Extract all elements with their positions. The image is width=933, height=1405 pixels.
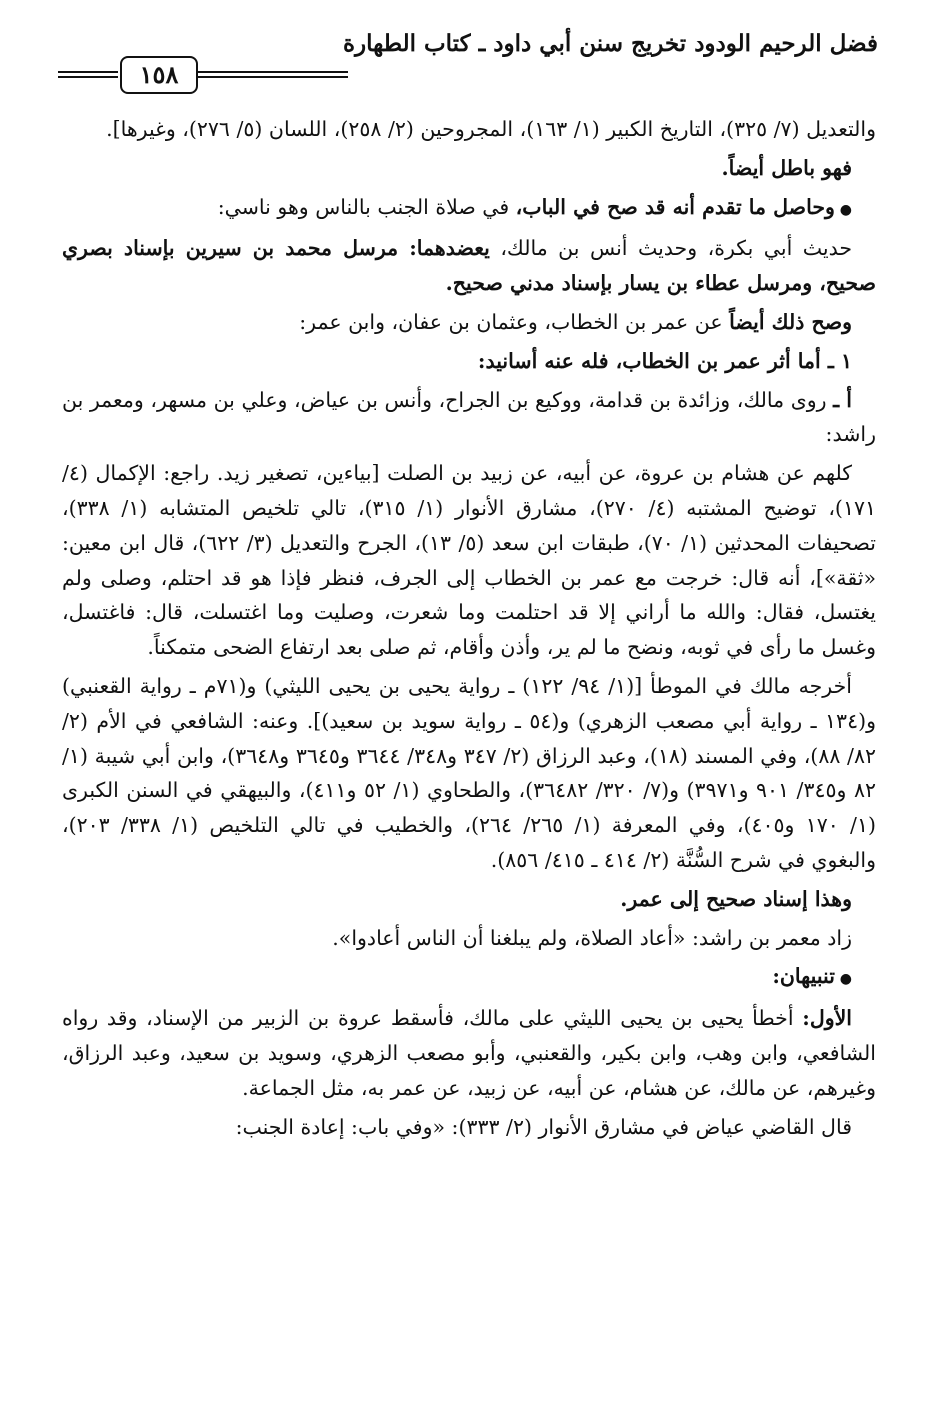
- bold-phrase: ● وحاصل ما تقدم أنه قد صح في الباب،: [516, 195, 852, 219]
- text-line: والتعديل (٧/ ٣٢٥)، التاريخ الكبير (١/ ١٦٣)، المجروحين (٢/ ٢٥٨)، اللسان (٥/ ٢٧٦)، وغيرها].: [106, 117, 876, 141]
- text-line: حديث أبي بكرة، وحديث أنس بن مالك،: [489, 236, 853, 261]
- text-line: فهو باطل أيضاً.: [721, 155, 852, 180]
- text-line: قال القاضي عياض في مشارق الأنوار (٢/ ٣٣٣): «وفي باب: إعادة الجنب:: [235, 1114, 852, 1139]
- text-line: أخطأ يحيى بن يحيى الليثي على مالك، فأسقط عروة بن الزبير من الإسناد، وقد رواه الشافعي، وابن وهب، وابن بكير، والقعنبي، وأبو مصعب الزهري، وسويد بن سعيد، وعبد الرزاق، وغيرهم، عن مالك، عن هشام، عن أبيه، عن زبيد، عن عمر به، مثل الجماعة.: [62, 1006, 876, 1100]
- page-number: ١٥٨: [139, 60, 179, 89]
- header-rule: [58, 71, 118, 73]
- text-line: كلهم عن هشام بن عروة، عن أبيه، عن زبيد بن الصلت [بياءين، تصغير زيد. راجع: الإكمال (٤/ ١٧١)، توضيح المشتبه (٤/ ٢٧٠)، مشارق الأنوار (١/ ٣١٥)، تالي تلخيص المتشابه (١/ ٣٣٨)، تصحيفات المحدثين (١/ ٧٠)، طبقات ابن سعد (٥/ ١٣)، الجرح والتعديل (٣/ ٦٢٢)، قال ابن معين: «ثقة»]، أنه قال: خرجت مع عمر بن الخطاب إلى الجرف، فنظر فإذا هو قد احتلم، وصلى ولم يغتسل، فقال: والله ما أراني إلا قد احتلمت وما شعرت، وصليت وما اغتسلت، قال: فاغتسل، وغسل ما رأى في ثوبه، ونضح ما لم ير، وأذن وأقام، ثم صلى بعد ارتفاع الضحى متمكناً.: [62, 461, 876, 660]
- text-line: في صلاة الجنب بالناس وهو ناسي:: [217, 194, 516, 219]
- page-header: [58, 28, 878, 89]
- bold-phrase: أ ـ: [833, 387, 852, 412]
- bold-phrase: وصح ذلك أيضاً: [729, 309, 852, 334]
- paragraph-takhrij: [62, 669, 876, 878]
- text-line: وهذا إسناد صحيح إلى عمر.: [620, 886, 852, 911]
- text-line: ١ ـ أما أثر عمر بن الخطاب، فله عنه أسانيد:: [477, 348, 852, 373]
- paragraph-note-1: [62, 1001, 876, 1105]
- text-line: زاد معمر بن راشد: «أعاد الصلاة، ولم يبلغنا أن الناس أعادوا».: [332, 925, 852, 950]
- paragraph-addition: [62, 921, 876, 956]
- header-rule: [58, 76, 118, 78]
- paragraph-references: [62, 112, 876, 147]
- header-rule: [196, 76, 348, 78]
- bold-phrase: يعضدهما: مرسل محمد بن سيرين بإسناد بصري صحيح، ومرسل عطاء بن يسار بإسناد مدني صحيح.: [62, 236, 876, 296]
- header-rule: [196, 71, 348, 73]
- text-line: ● تنبيهان:: [772, 964, 852, 988]
- paragraph-quote: [62, 1110, 876, 1145]
- paragraph-athar: [62, 305, 876, 340]
- paragraph-narration: [62, 456, 876, 665]
- text-line: أخرجه مالك في الموطأ [(١/ ٩٤/ ١٢٢) ـ رواية يحيى بن يحيى الليثي) و(٧١م ـ رواية القعنبي) و(١٣٤ ـ رواية أبي مصعب الزهري) و(٥٤ ـ رواية سويد بن سعيد)]. وعنه: الشافعي في الأم (٢/ ٨٢/ ٨٨)، وفي المسند (١٨)، وعبد الرزاق (٢/ ٣٤٧ و٣٤٨/ ٣٦٤٤ و٣٦٤٥ و٣٦٤٨)، وابن أبي شيبة (١/ ٨٢ و٣٤٥/ ٩٠١ و٣٩٧١) و(٧/ ٣٢٠/ ٣٦٤٨٢)، والطحاوي (١/ ٥٢ و٤١١)، والبيهقي في السنن الكبرى (١/ ١٧٠ و٤٠٥)، وفي المعرفة (١/ ٢٦٥/ ٢٦٤)، والخطيب في تالي التلخيص (١/ ٣٣٨/ ٢٠٣)، والبغوي في شرح السُّنَّة (٢/ ٤١٤ ـ ٤١٥/ ٨٥٦).: [62, 673, 876, 872]
- paragraph-section-1: [62, 344, 876, 379]
- page-number-badge: [58, 50, 348, 98]
- paragraph-summary: [62, 190, 876, 228]
- page-body: [62, 112, 876, 1148]
- paragraph-notes-heading: [62, 959, 876, 997]
- text-line: روى مالك، وزائدة بن قدامة، ووكيع بن الجراح، وأنس بن عياض، وعلي بن مسهر، ومعمر بن راشد:: [62, 387, 876, 447]
- paragraph-verdict: [62, 151, 876, 186]
- bold-phrase: الأول:: [802, 1006, 852, 1031]
- paragraph-isnad-verdict: [62, 882, 876, 917]
- paragraph-hadiths: [62, 231, 876, 301]
- text-line: عن عمر بن الخطاب، وعثمان بن عفان، وابن عمر:: [299, 309, 730, 334]
- paragraph-subsection-a: [62, 383, 876, 453]
- running-title: فضل الرحيم الودود تخريج سنن أبي داود ـ كتاب الطهارة: [342, 30, 878, 57]
